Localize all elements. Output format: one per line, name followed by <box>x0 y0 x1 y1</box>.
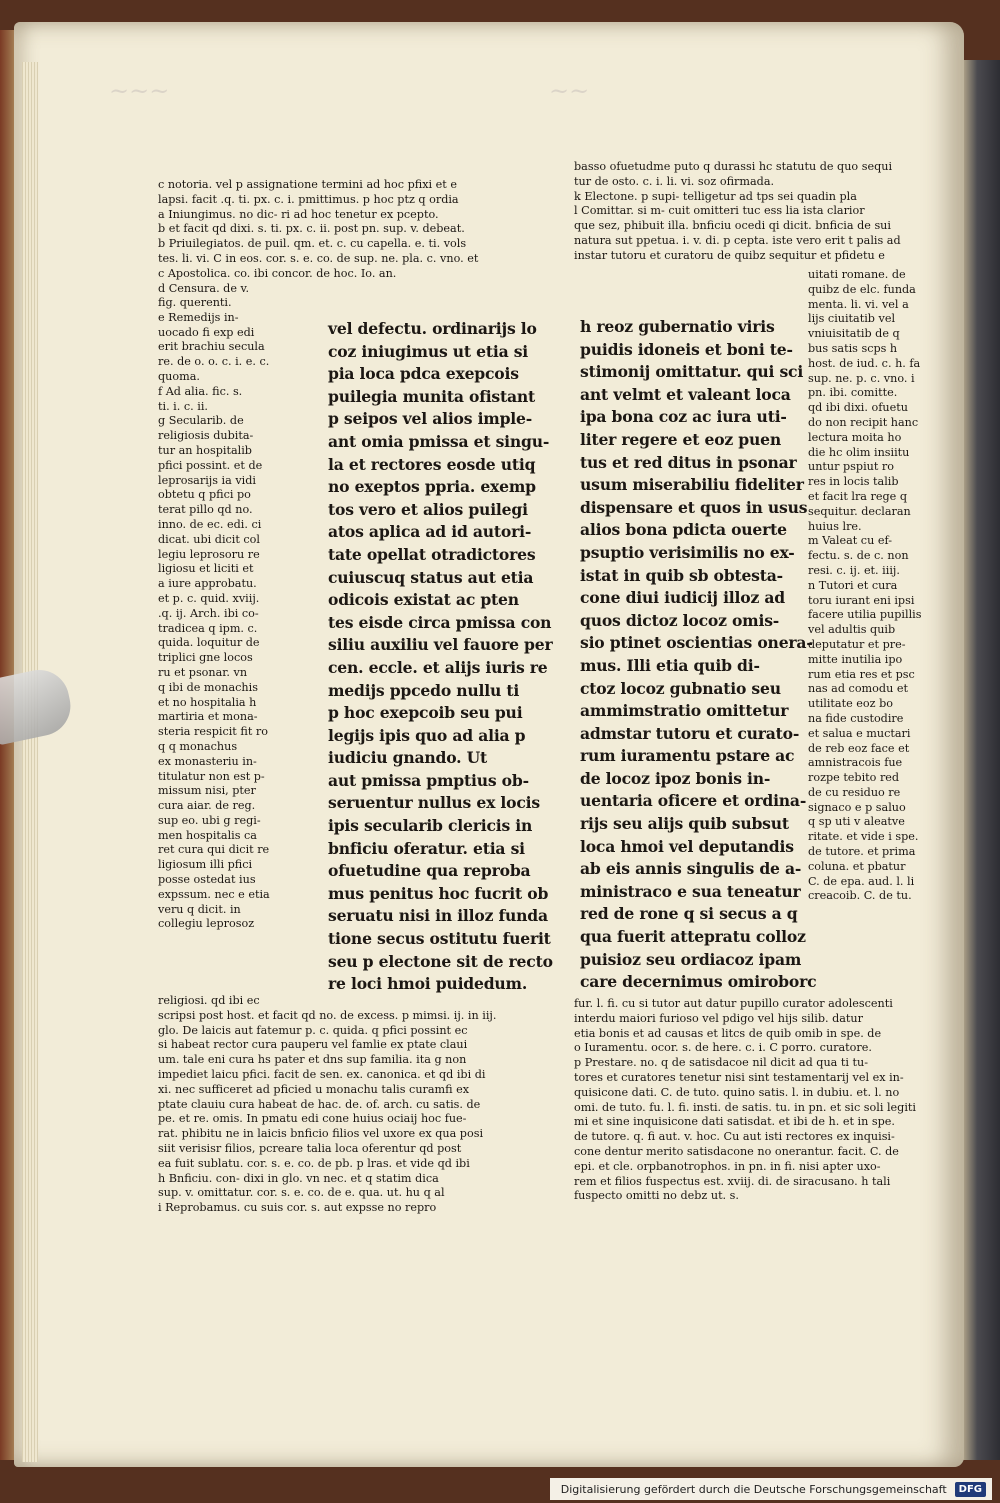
gloss-line: lapsi. facit .q. ti. px. c. i. pmittimus. p hoc ptz q ordia <box>158 192 459 206</box>
gloss-line: ligiosu et liciti et <box>158 562 254 576</box>
gloss-line: fig. querenti. <box>158 296 232 309</box>
gloss-line: ti. i. c. ii. <box>158 399 208 413</box>
gloss-top-left <box>158 178 516 296</box>
main-text-line: mus penitus hoc fucrit ob <box>328 883 549 903</box>
gloss-line: tores et curatores tenetur nisi sint testamentarij vel ex in- <box>574 1070 904 1084</box>
gloss-line: pe. et re. omis. In pmatu edi cone huius ociaij hoc fue- <box>158 1112 467 1126</box>
main-text-line: liter regere et eoz puen <box>580 429 782 449</box>
gloss-line: quibz de elc. funda <box>808 282 916 296</box>
gloss-line: h Bnficiu. con- dixi in glo. vn nec. et q statim dica <box>158 1171 439 1185</box>
gloss-line: ex monasteriu in- <box>158 754 257 768</box>
gloss-line: re. de o. o. c. i. e. c. <box>158 355 270 369</box>
gloss-line: ea fuit sublatu. cor. s. e. co. de pb. p lras. et vide qd ibi <box>158 1156 470 1170</box>
main-text-line: bnficiu oferatur. etia si <box>328 838 525 858</box>
gloss-line: c notoria. vel p assignatione termini ad hoc pfixi et e <box>158 178 457 191</box>
dfg-logo: DFG <box>955 1482 986 1497</box>
main-text-line: re loci hmoi puidedum. <box>328 974 528 994</box>
gloss-line: si habeat rector cura pauperu vel famlie ex ptate claui <box>158 1038 468 1052</box>
gloss-line: o Iuramentu. ocor. s. de here. c. i. C porro. curatore. <box>574 1041 872 1055</box>
main-text-line: seruentur nullus ex locis <box>328 793 540 813</box>
main-text-line: dispensare et quos in usus <box>580 497 808 517</box>
main-text-line: ab eis annis singulis de a- <box>580 859 802 879</box>
gloss-line: tradicea q ipm. c. <box>158 621 258 635</box>
main-text-line: sio ptinet oscientias onera- <box>580 633 813 653</box>
main-text-line: seruatu nisi in illoz funda <box>328 906 548 926</box>
main-text-line: no exeptos ppria. exemp <box>328 477 536 497</box>
gloss-line: omi. de tuto. fu. l. fi. insti. de satis. tu. in pn. et sic soli legiti <box>574 1100 916 1114</box>
gloss-line: glo. De laicis aut fatemur p. c. quida. q pfici possint ec <box>158 1023 468 1037</box>
gloss-line: ritate. et vide i spe. <box>808 830 919 844</box>
gloss-line: scripsi post host. et facit qd no. de excess. p mimsi. ij. in iij. <box>158 1008 497 1022</box>
gloss-line: bus satis scps h <box>808 341 898 355</box>
gloss-line: fectu. s. de c. non <box>808 549 909 563</box>
main-text-line: usum miserabiliu fideliter <box>580 475 804 495</box>
gloss-line: mitte inutilia ipo <box>808 652 903 666</box>
main-text-line: rum iuramentu pstare ac <box>580 746 795 766</box>
main-text-line: de locoz ipoz bonis in- <box>580 768 771 788</box>
gloss-line: cone dentur merito satisdacone no onerantur. facit. C. de <box>574 1144 899 1158</box>
gloss-line: impediet laicu pfici. facit de sen. ex. canonica. et qd ibi di <box>158 1067 486 1081</box>
footer-bar <box>550 1478 992 1500</box>
gloss-line: tur an hospitalib <box>158 443 252 457</box>
gloss-line: natura sut ppetua. i. v. di. p cepta. iste vero erit t palis ad <box>574 233 901 247</box>
gloss-line: coluna. et pbatur <box>808 859 906 873</box>
gloss-line: de cu residuo re <box>808 785 901 799</box>
main-text-line: stimonij omittatur. qui sci <box>580 362 804 382</box>
main-text-line: puilegia munita ofistant <box>328 386 536 406</box>
main-text-line: quos dictoz locoz omis- <box>580 610 780 630</box>
gloss-line: expssum. nec e etia <box>158 887 270 901</box>
main-text-line: qua fuerit attepratu colloz <box>580 927 806 947</box>
gloss-line: utilitate eoz bo <box>808 697 893 711</box>
gloss-line: posse ostedat ius <box>158 873 256 887</box>
gloss-line: na fide custodire <box>808 711 904 725</box>
main-text-line: la et rectores eosde utiq <box>328 454 536 474</box>
gloss-line: de tutore. q. fi aut. v. hoc. Cu aut isti rectores ex inquisi- <box>574 1130 895 1144</box>
gloss-line: sup eo. ubi g regi- <box>158 813 261 827</box>
gloss-line: tur de osto. c. i. li. vi. soz ofirmada. <box>574 174 775 188</box>
gloss-line: et facit lra rege q <box>808 489 907 503</box>
main-text-line: psuptio verisimilis no ex- <box>580 542 795 562</box>
gloss-line: .q. ij. Arch. ibi co- <box>158 606 259 620</box>
gloss-line: collegiu leprosoz <box>158 917 255 931</box>
gloss-line: a iure approbatu. <box>158 577 257 591</box>
gloss-line: ptate clauiu cura habeat de hac. de. of. arch. cu satis. de <box>158 1097 481 1111</box>
main-text-line: coz iniugimus ut etia si <box>328 341 529 361</box>
main-text-line: cen. eccle. et alijs iuris re <box>328 657 548 677</box>
main-text-line: istat in quib sb obtesta- <box>580 565 783 585</box>
gloss-line: lectura moita ho <box>808 430 902 444</box>
gloss-line: fuspecto omitti no debz ut. s. <box>574 1189 739 1203</box>
gloss-line: deputatur et pre- <box>808 637 906 651</box>
bleed-through-mark: ~~ <box>549 77 590 105</box>
gloss-line: lijs ciuitatib vel <box>808 312 896 326</box>
gloss-line: facere utilia pupillis <box>808 608 922 622</box>
gloss-line: menta. li. vi. vel a <box>808 297 909 311</box>
gloss-line: C. de epa. aud. l. li <box>808 874 915 888</box>
main-text-line: alios bona pdicta ouerte <box>580 520 787 540</box>
gloss-line: rem et filios fuspectus est. xviij. di. de siracusano. h tali <box>574 1174 891 1188</box>
gloss-line: tes. li. vi. C in eos. cor. s. e. co. de sup. ne. pla. c. vno. et <box>158 251 479 265</box>
gloss-line: creacoib. C. de tu. <box>808 889 912 903</box>
gloss-line: b Priuilegiatos. de puil. qm. et. c. cu capella. e. ti. vols <box>158 237 467 251</box>
main-text-line: siliu auxiliu vel fauore per <box>328 635 553 655</box>
gloss-line: toru iurant eni ipsi <box>808 593 915 607</box>
gloss-line: fur. l. fi. cu si tutor aut datur pupillo curator adolescenti <box>574 997 893 1010</box>
gloss-line: xi. nec sufficeret ad pficied u monachu talis curamfi ex <box>158 1082 470 1096</box>
gloss-line: erit brachiu secula <box>158 340 265 354</box>
gloss-line: l Comittar. si m- cuit omitteri tuc ess lia ista clarior <box>574 204 865 218</box>
gloss-bottom-right <box>574 997 944 1204</box>
gloss-line: q ibi de monachis <box>158 680 258 694</box>
gloss-line: etia bonis et ad causas et litcs de quib omib in spe. de <box>574 1026 882 1040</box>
gloss-line: de reb eoz face et <box>808 741 910 755</box>
gloss-line: rum etia res et psc <box>808 667 915 681</box>
gloss-line: untur pspiut ro <box>808 460 894 474</box>
gloss-line: que sez, phibuit illa. bnficiu ocedi qi dicit. bnficia de sui <box>574 219 891 233</box>
gloss-line: res in locis talib <box>808 475 899 489</box>
gloss-line: titulatur non est p- <box>158 769 265 783</box>
gloss-line: obtetu q pfici po <box>158 488 251 502</box>
main-text-line: tione secus ostitutu fuerit <box>328 929 551 949</box>
main-text-line: medijs ppcedo nullu ti <box>328 680 520 700</box>
gloss-line: vniuisitatib de q <box>808 327 900 341</box>
gloss-line: epi. et cle. orpbanotrophos. in pn. in fi. nisi apter uxo- <box>574 1159 881 1173</box>
gloss-line: f Ad alia. fic. s. <box>158 384 243 398</box>
gloss-line: qd ibi dixi. ofuetu <box>808 401 908 415</box>
gloss-line: host. de iud. c. h. fa <box>808 356 921 370</box>
main-text-line: puisioz seu ordiacoz ipam <box>580 949 802 969</box>
gloss-line: b et facit qd dixi. s. ti. px. c. ii. post pn. sup. v. debeat. <box>158 222 465 236</box>
main-text-column-2 <box>580 316 817 994</box>
gloss-line: pfici possint. et de <box>158 458 263 472</box>
gloss-line: d Censura. de v. <box>158 281 250 295</box>
gloss-line: um. tale eni cura hs pater et dns sup familia. ita g non <box>158 1053 467 1067</box>
main-text-line: odicois existat ac pten <box>328 590 519 610</box>
gloss-line: c Apostolica. co. ibi concor. de hoc. Io. an. <box>158 266 397 280</box>
gloss-line: et no hospitalia h <box>158 695 257 709</box>
gloss-line: q sp uti v aleatve <box>808 815 905 829</box>
gloss-line: quida. loquitur de <box>158 636 260 650</box>
gloss-line: basso ofuetudme puto q durassi hc statutu de quo sequi <box>574 160 893 173</box>
gloss-line: uitati romane. de <box>808 268 906 281</box>
main-text-line: ipis secularib clericis in <box>328 816 533 836</box>
main-text-line: uentaria oficere et ordina- <box>580 791 807 811</box>
main-text-line: p seipos vel alios imple- <box>328 409 533 429</box>
gloss-line: religiosi. qd ibi ec <box>158 994 260 1007</box>
gloss-line: amnistracois fue <box>808 756 903 770</box>
footer-credit: Digitalisierung gefördert durch die Deutsche Forschungsgemeinschaft <box>560 1482 947 1496</box>
main-text-line: pia loca pdca exepcois <box>328 364 519 384</box>
gloss-line: p Prestare. no. q de satisdacoe nil dicit ad qua ti tu- <box>574 1056 868 1070</box>
gloss-line: ru et psonar. vn <box>158 665 248 679</box>
gloss-line: siit verisisr filios, pcreare talia loca oferentur qd post <box>158 1141 462 1155</box>
gloss-line: et salua e muctari <box>808 726 911 740</box>
gloss-line: die hc olim insiitu <box>808 445 910 459</box>
gloss-line: quisicone dati. C. de tuto. quino satis. l. in dubiu. et. l. no <box>574 1085 900 1099</box>
gloss-line: martiria et mona- <box>158 710 258 724</box>
main-text-line: cone diui iudicij illoz ad <box>580 588 785 608</box>
gloss-line: mi et sine inquisicone dati satisdat. et ibi de h. et in spe. <box>574 1115 895 1129</box>
gloss-line: uocado fi exp edi <box>158 325 255 339</box>
main-text-line: tes eisde circa pmissa con <box>328 612 552 632</box>
main-text-line: legijs ipis quo ad alia p <box>328 725 526 745</box>
gloss-line: et p. c. quid. xviij. <box>158 591 260 605</box>
main-text-line: puidis idoneis et boni te- <box>580 339 793 359</box>
gloss-bottom-left <box>158 994 524 1216</box>
main-text-line: atos aplica ad id autori- <box>328 522 532 542</box>
main-text-line: aut pmissa pmptius ob- <box>328 770 529 790</box>
gloss-line: sup. ne. p. c. vno. i <box>808 371 915 385</box>
gloss-line: k Electone. p supi- telligetur ad tps sei quadin pla <box>574 189 857 203</box>
main-text-line: p hoc exepcoib seu pui <box>328 703 523 723</box>
main-text-line: loca hmoi vel deputandis <box>580 836 794 856</box>
gloss-line: legiu leprosoru re <box>158 547 260 561</box>
gloss-top-right <box>574 160 940 264</box>
main-text-line: admstar tutoru et curato- <box>580 723 800 743</box>
gloss-right-margin <box>808 268 940 904</box>
gloss-line: quoma. <box>158 369 200 383</box>
gloss-line: missum nisi, pter <box>158 784 256 798</box>
gloss-line: leprosarijs ia vidi <box>158 473 256 487</box>
gloss-line: q q monachus <box>158 739 238 753</box>
gloss-line: do non recipit hanc <box>808 415 919 429</box>
gloss-line: m Valeat cu ef- <box>808 534 892 548</box>
main-text-line: red de rone q si secus a q <box>580 904 798 924</box>
main-text-line: ipa bona coz ac iura uti- <box>580 407 787 427</box>
page-edges <box>22 62 38 1462</box>
main-text-line: ctoz locoz gubnatio seu <box>580 678 781 698</box>
gloss-line: sequitur. declaran <box>808 504 911 518</box>
gloss-line: vel adultis quib <box>808 623 896 637</box>
gloss-line: i Reprobamus. cu suis cor. s. aut expsse no repro <box>158 1201 437 1215</box>
gloss-line: g Secularib. de <box>158 414 244 428</box>
gloss-line: n Tutori et cura <box>808 578 898 592</box>
facing-page-edge <box>962 60 1000 1460</box>
gloss-line: interdu maiori furioso vel pdigo vel hijs silib. datur <box>574 1011 863 1025</box>
gloss-line: huius lre. <box>808 519 862 533</box>
gloss-left-margin <box>158 296 298 932</box>
main-text-line: care decernimus omiroborc <box>580 972 817 992</box>
gloss-line: nas ad comodu et <box>808 682 908 696</box>
main-text-line: cuiuscuq status aut etia <box>328 567 534 587</box>
gloss-line: men hospitalis ca <box>158 828 257 842</box>
gloss-line: ret cura qui dicit re <box>158 843 270 857</box>
gloss-line: signaco e p saluo <box>808 800 906 814</box>
main-text-line: rijs seu alijs quib subsut <box>580 814 789 834</box>
gloss-line: rat. phibitu ne in laicis bnficio filios vel uxore ex qua posi <box>158 1127 484 1141</box>
gloss-line: ligiosum illi pfici <box>158 858 253 872</box>
gloss-line: triplici gne locos <box>158 651 253 665</box>
gloss-line: a Iniungimus. no dic- ri ad hoc tenetur ex pcepto. <box>158 207 439 221</box>
main-text-line: iudiciu gnando. Ut <box>328 748 488 768</box>
main-text-line: ofuetudine qua reproba <box>328 861 531 881</box>
gloss-line: e Remedijs in- <box>158 310 239 324</box>
gloss-line: pn. ibi. comitte. <box>808 386 898 400</box>
gloss-line: veru q dicit. in <box>158 902 241 916</box>
gloss-line: dicat. ubi dicit col <box>158 532 260 546</box>
gloss-line: instar tutoru et curatoru de quibz sequitur et pfidetu e <box>574 248 885 262</box>
main-text-column-1 <box>328 318 553 996</box>
main-text-line: h reoz gubernatio viris <box>580 317 775 336</box>
main-text-line: ministraco e sua teneatur <box>580 881 801 901</box>
main-text-line: tate opellat otradictores <box>328 544 536 564</box>
gloss-line: rozpe tebito red <box>808 771 900 785</box>
gloss-line: terat pillo qd no. <box>158 503 253 517</box>
gloss-line: sup. v. omittatur. cor. s. e. co. de e. qua. ut. hu q al <box>158 1186 445 1200</box>
main-text-line: mus. Illi etia quib di- <box>580 655 760 675</box>
main-text-line: seu p electone sit de recto <box>328 951 553 971</box>
bleed-through-mark: ~~~ <box>109 77 170 105</box>
main-text-line: vel defectu. ordinarijs lo <box>328 319 537 338</box>
gloss-line: religiosis dubita- <box>158 429 254 443</box>
main-text-line: ant velmt et valeant loca <box>580 384 791 404</box>
gloss-line: steria respicit fit ro <box>158 725 268 739</box>
main-text-line: ant omia pmissa et singu- <box>328 431 550 451</box>
gloss-line: inno. de ec. edi. ci <box>158 517 262 531</box>
main-text-line: tos vero et alios puilegi <box>328 499 528 519</box>
gloss-line: resi. c. ij. et. iiij. <box>808 563 900 577</box>
gloss-line: cura aiar. de reg. <box>158 799 256 813</box>
gloss-line: de tutore. et prima <box>808 845 916 859</box>
main-text-line: tus et red ditus in psonar <box>580 452 797 472</box>
main-text-line: ammimstratio omittetur <box>580 701 789 721</box>
